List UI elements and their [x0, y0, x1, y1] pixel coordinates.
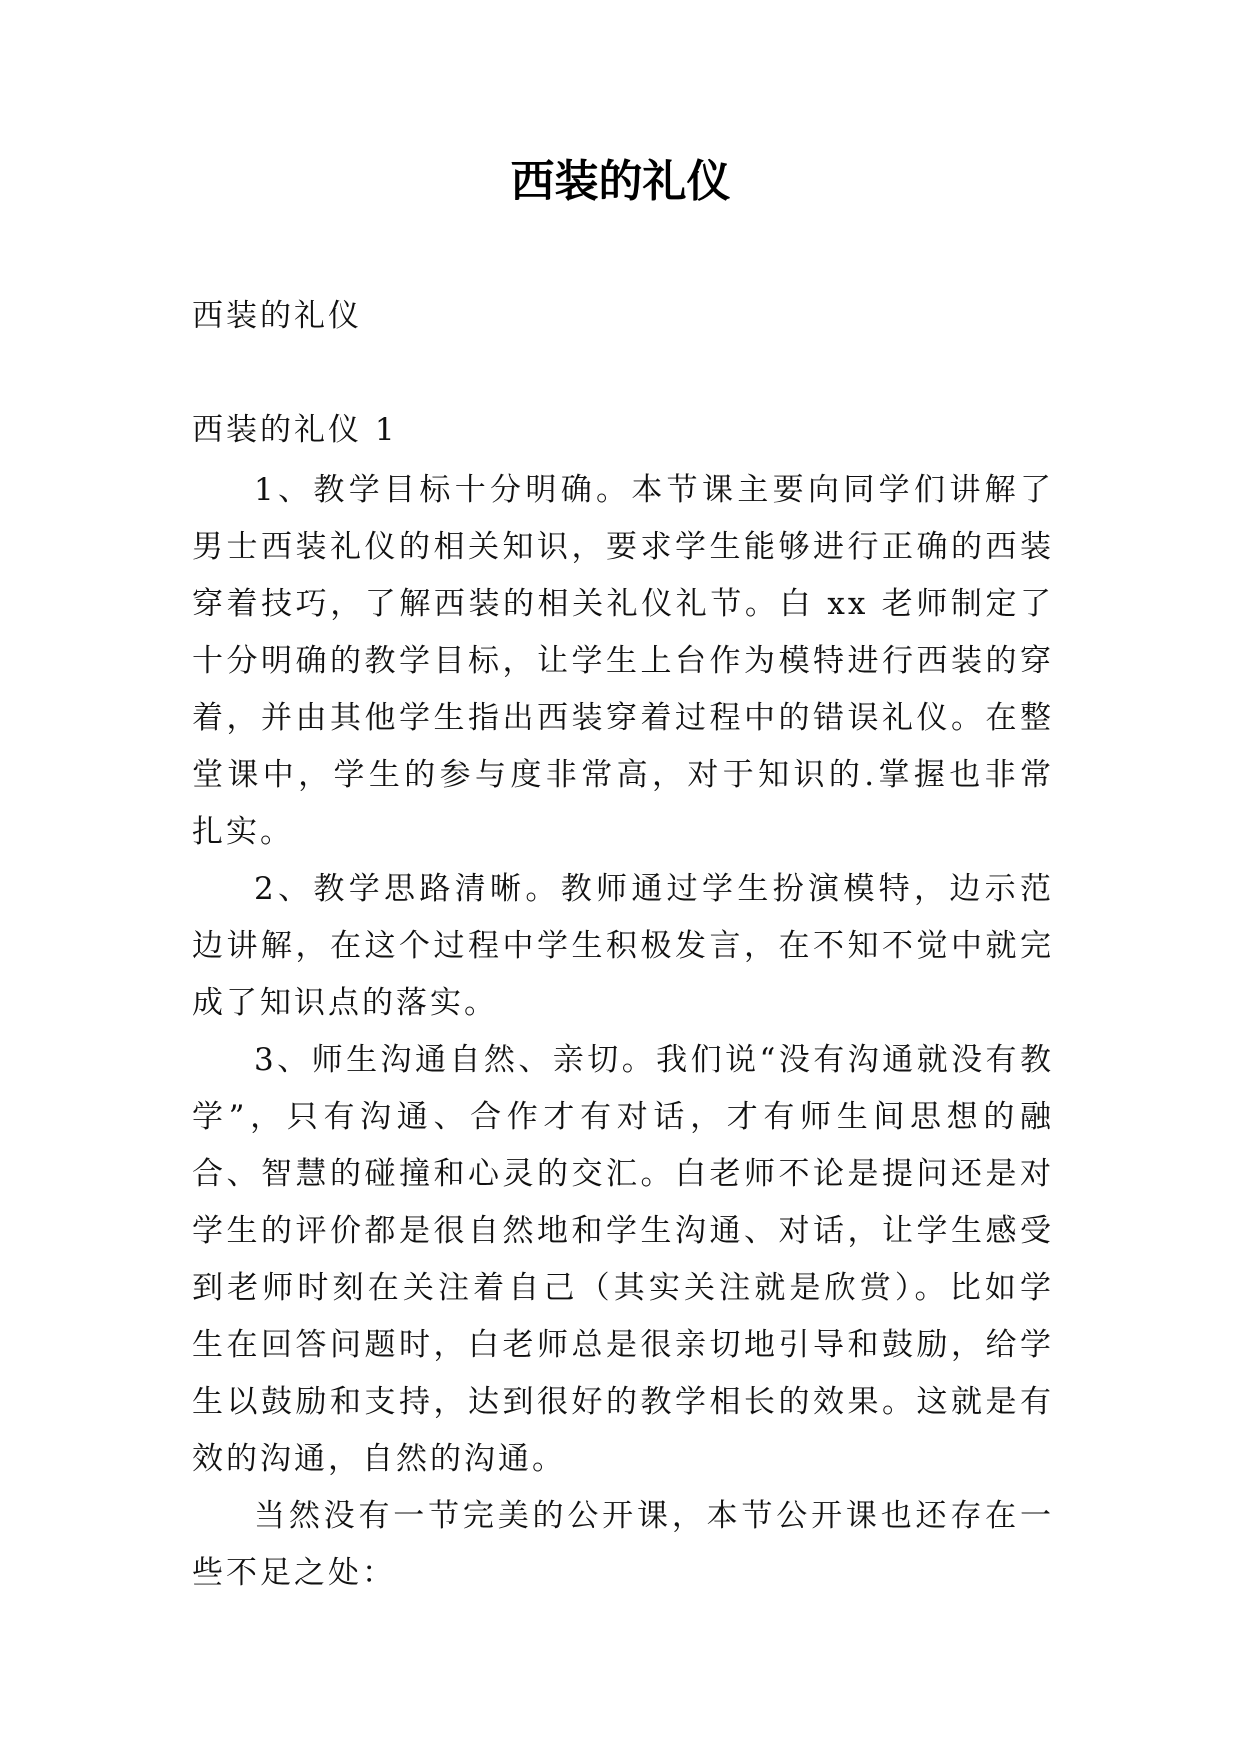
- document-title: 西装的礼仪: [510, 156, 731, 207]
- section-heading: 西装的礼仪 1: [192, 412, 398, 448]
- paragraph-4: 当然没有一节完美的公开课，本节公开课也还存在一些不足之处：: [192, 1498, 1054, 1591]
- paragraph-3: 3、师生沟通自然、亲切。我们说“没有沟通就没有教学”，只有沟通、合作才有对话，才有师生间思想的融合、智慧的碰撞和心灵的交汇。白老师不论是提问还是对学生的评价都是很自然地和学生沟通、对话，让学生感受到老师时刻在关注着自己（其实关注就是欣赏）。比如学生在回答问题时，白老师总是很亲切地引导和鼓励，给学生以鼓励和支持，达到很好的教学相长的效果。这就是有效的沟通，自然的沟通。: [192, 1042, 1054, 1477]
- document-body: [192, 462, 1054, 1602]
- paragraph-1: 1、教学目标十分明确。本节课主要向同学们讲解了男士西装礼仪的相关知识，要求学生能够进行正确的西装穿着技巧，了解西装的相关礼仪礼节。白 xx 老师制定了十分明确的教学目标，让学生上台作为模特进行西装的穿着，并由其他学生指出西装穿着过程中的错误礼仪。在整堂课中，学生的参与度非常高，对于知识的.掌握也非常扎实。: [192, 472, 1054, 850]
- document-subtitle: 西装的礼仪: [192, 298, 362, 334]
- paragraph-2: 2、教学思路清晰。教师通过学生扮演模特，边示范边讲解，在这个过程中学生积极发言，在不知不觉中就完成了知识点的落实。: [192, 871, 1054, 1021]
